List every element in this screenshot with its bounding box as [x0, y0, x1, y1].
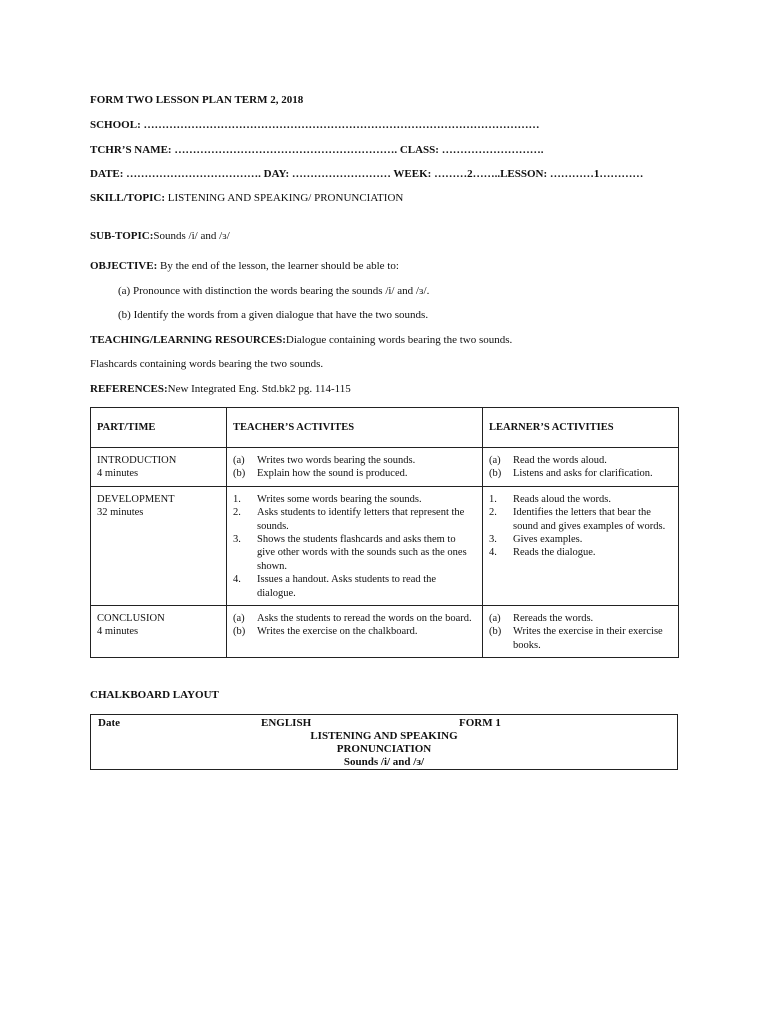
objective-value: By the end of the lesson, the learner should be able to: [157, 260, 399, 272]
part-time: 4 minutes [97, 468, 139, 480]
chalkboard-line-3: Sounds /i/ and /ɜ/ [343, 756, 425, 768]
list-item: 3. Shows the students flashcards and asks them to give other words with the sounds such as the ones shown. [233, 534, 467, 572]
chalkboard-subject: ENGLISH [261, 717, 312, 729]
resources-value: Dialogue containing words bearing the two sounds. [285, 334, 513, 346]
table-header-row [91, 408, 679, 448]
learner-activities-cell [483, 486, 679, 605]
learner-activities-cell [483, 448, 679, 487]
references-value: New Integrated Eng. Std.bk2 pg. 114-115 [167, 383, 351, 395]
skill-topic-value: LISTENING AND SPEAKING/ PRONUNCIATION [165, 192, 404, 204]
subtopic-label: SUB-TOPIC: [90, 230, 154, 242]
objective-item: (b) Identify the words from a given dialogue that have the two sounds. [118, 309, 429, 321]
list-item: (b) Listens and asks for clarification. [489, 468, 653, 480]
table-row-conclusion [91, 606, 679, 658]
part-time: 4 minutes [97, 626, 139, 638]
teacher-activities-cell [227, 448, 483, 487]
part-time: 32 minutes [97, 507, 144, 519]
skill-topic-label: SKILL/TOPIC: [90, 192, 165, 204]
list-item: 3. Gives examples. [489, 534, 583, 546]
lesson-activities-table [90, 407, 679, 658]
objective-label: OBJECTIVE: [90, 260, 158, 272]
resources-line [90, 334, 512, 346]
subtopic-line [90, 230, 230, 242]
teacher-activities-cell [227, 606, 483, 658]
learner-activities-cell [483, 606, 679, 658]
table-row-introduction [91, 448, 679, 487]
list-item: (a) Writes two words bearing the sounds. [233, 455, 416, 466]
list-item: (a) Asks the students to reread the words on the board. [233, 613, 472, 625]
teacher-class-line: TCHR’S NAME: ……………………………………………………. CLASS: ………………………. [90, 144, 544, 156]
skill-topic-line [90, 192, 403, 204]
objective-item: (a) Pronounce with distinction the words bearing the sounds /i/ and /ɜ/. [118, 285, 430, 297]
table-row-development [91, 486, 679, 605]
chalkboard-heading: CHALKBOARD LAYOUT [90, 689, 219, 701]
school-line: SCHOOL: ……………………………………………………………………………………………… [90, 119, 540, 131]
column-header-part-time: PART/TIME [91, 408, 227, 448]
chalkboard-form: FORM 1 [459, 717, 501, 729]
part-name: INTRODUCTION [97, 455, 177, 466]
chalkboard-date: Date [98, 717, 120, 729]
column-header-learner-activities: LEARNER’S ACTIVITIES [483, 408, 679, 448]
list-item: 4. Issues a handout. Asks students to read the dialogue. [233, 574, 437, 599]
chalkboard-line-1: LISTENING AND SPEAKING [310, 730, 458, 742]
list-item: 1. Writes some words bearing the sounds. [233, 493, 422, 505]
list-item: (b) Explain how the sound is produced. [233, 468, 408, 480]
teacher-activities-cell [227, 486, 483, 605]
chalkboard-line-2: PRONUNCIATION [336, 743, 432, 755]
list-item: (b) Writes the exercise on the chalkboard. [233, 626, 418, 638]
references-line [90, 383, 351, 395]
part-time-cell [91, 486, 227, 605]
subtopic-value: Sounds /i/ and /ɜ/ [153, 230, 230, 242]
list-item: 2. Asks students to identify letters that represent the sounds. [233, 507, 465, 532]
objective-line [90, 260, 399, 272]
part-time-cell [91, 448, 227, 487]
references-label: REFERENCES: [90, 383, 168, 395]
document-title: FORM TWO LESSON PLAN TERM 2, 2018 [90, 94, 304, 106]
part-name: CONCLUSION [97, 613, 165, 625]
list-item: 1. Reads aloud the words. [489, 493, 611, 505]
list-item: (a) Rereads the words. [489, 613, 594, 625]
part-name: DEVELOPMENT [97, 493, 175, 505]
list-item: 2. Identifies the letters that bear the sound and gives examples of words. [489, 507, 666, 532]
chalkboard-layout-box [90, 714, 678, 770]
column-header-teacher-activities: TEACHER’S ACTIVITES [227, 408, 483, 448]
list-item: (a) Read the words aloud. [489, 455, 607, 466]
resources-continuation: Flashcards containing words bearing the two sounds. [90, 358, 324, 370]
list-item: (b) Writes the exercise in their exercise books. [489, 626, 663, 651]
date-day-week-lesson-line: DATE: ………………………………. DAY: ……………………… WEEK: ………2……..LESSON: …………1………… [90, 168, 644, 180]
resources-label: TEACHING/LEARNING RESOURCES: [90, 334, 286, 346]
part-time-cell [91, 606, 227, 658]
list-item: 4. Reads the dialogue. [489, 547, 596, 559]
